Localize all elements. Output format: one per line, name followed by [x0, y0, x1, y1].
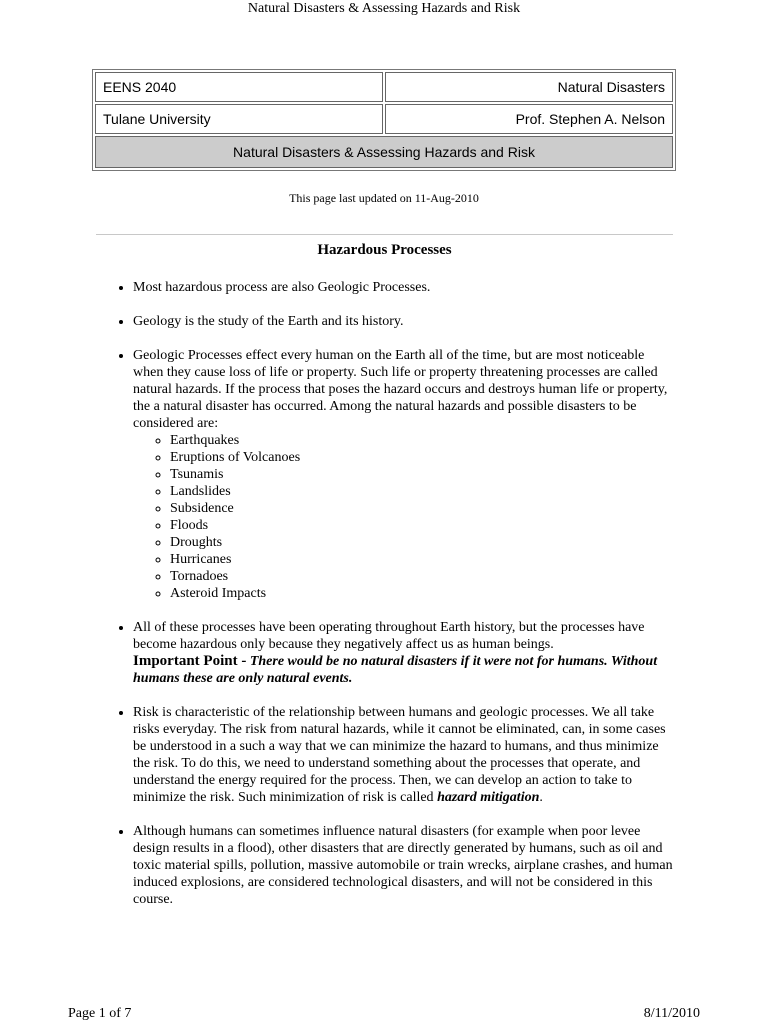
bullet-item: • Geology is the study of the Earth and its history. [133, 313, 676, 330]
hazard-list [133, 432, 676, 602]
hazard-item: ◦ Droughts [170, 534, 676, 551]
print-date: 8/11/2010 [643, 1006, 700, 1021]
important-text: There would be no natural disasters if it were not for humans. Without humans these are only natural events. [133, 654, 658, 686]
key-term: hazard mitigation [437, 790, 540, 805]
section-title: Hazardous Processes [317, 242, 452, 258]
hazard-item: ◦ Hurricanes [170, 551, 676, 568]
bullet-text: All of these processes have been operating throughout Earth history, but the processes have become hazardous only because they negatively affect us as human beings. [133, 620, 645, 652]
hazard-item: ◦ Floods [170, 517, 676, 534]
bullet-text: Geologic Processes effect every human on the Earth all of the time, but are most noticeable when they cause loss of life or property. Such life or property threatening processes are called natural hazards. If the process that poses the hazard occurs and destroys human life or property, the a natural disaster has occurred. Among the natural hazards and possible disasters to be considered are: [133, 348, 668, 431]
bullet-item [133, 619, 676, 687]
last-updated: This page last updated on 11-Aug-2010 [289, 191, 479, 205]
hazard-item: ◦ Landslides [170, 483, 676, 500]
hazard-item: ◦ Tornadoes [170, 568, 676, 585]
punctuation: . [539, 790, 543, 805]
hazard-item: ◦ Earthquakes [170, 432, 676, 449]
main-content [96, 279, 676, 925]
important-label: Important Point - [133, 653, 247, 669]
bullet-text: Risk is characteristic of the relationship between humans and geologic processes. We all take risks everyday. The risk from natural hazards, while it cannot be eliminated, can, in some cases be understood in a such a way that we can minimize the hazard to humans, and thus minimize the risk. To do this, we need to understand something about the processes that operate, and understand the energy required for the process. Then, we can develop an action to take to minimize the risk. Such minimization of risk is called [133, 705, 666, 805]
bullet-list [96, 279, 676, 908]
professor-name: Prof. Stephen A. Nelson [385, 104, 673, 134]
bullet-item [133, 704, 676, 806]
bullet-item: • Although humans can sometimes influence natural disasters (for example when poor levee design results in a flood), other disasters that are directly generated by humans, such as oil and toxic material spills, pollution, massive automobile or train wrecks, airplane crashes, and human induced explosions, are considered technological disasters, and will not be considered in this course. [133, 823, 676, 908]
university-name: Tulane University [95, 104, 383, 134]
hazard-item: ◦ Subsidence [170, 500, 676, 517]
course-subject: Natural Disasters [385, 72, 673, 102]
course-info-table [92, 69, 676, 171]
page-header: Natural Disasters & Assessing Hazards and Risk [247, 1, 521, 16]
page-title: Natural Disasters & Assessing Hazards and Risk [95, 136, 673, 168]
hazard-item: ◦ Asteroid Impacts [170, 585, 676, 602]
page-number: Page 1 of 7 [68, 1006, 132, 1021]
course-code: EENS 2040 [95, 72, 383, 102]
bullet-item [133, 347, 676, 602]
hazard-item: ◦ Tsunamis [170, 466, 676, 483]
hazard-item: ◦ Eruptions of Volcanoes [170, 449, 676, 466]
bullet-item: • Most hazardous process are also Geologic Processes. [133, 279, 676, 296]
horizontal-rule [96, 234, 673, 235]
